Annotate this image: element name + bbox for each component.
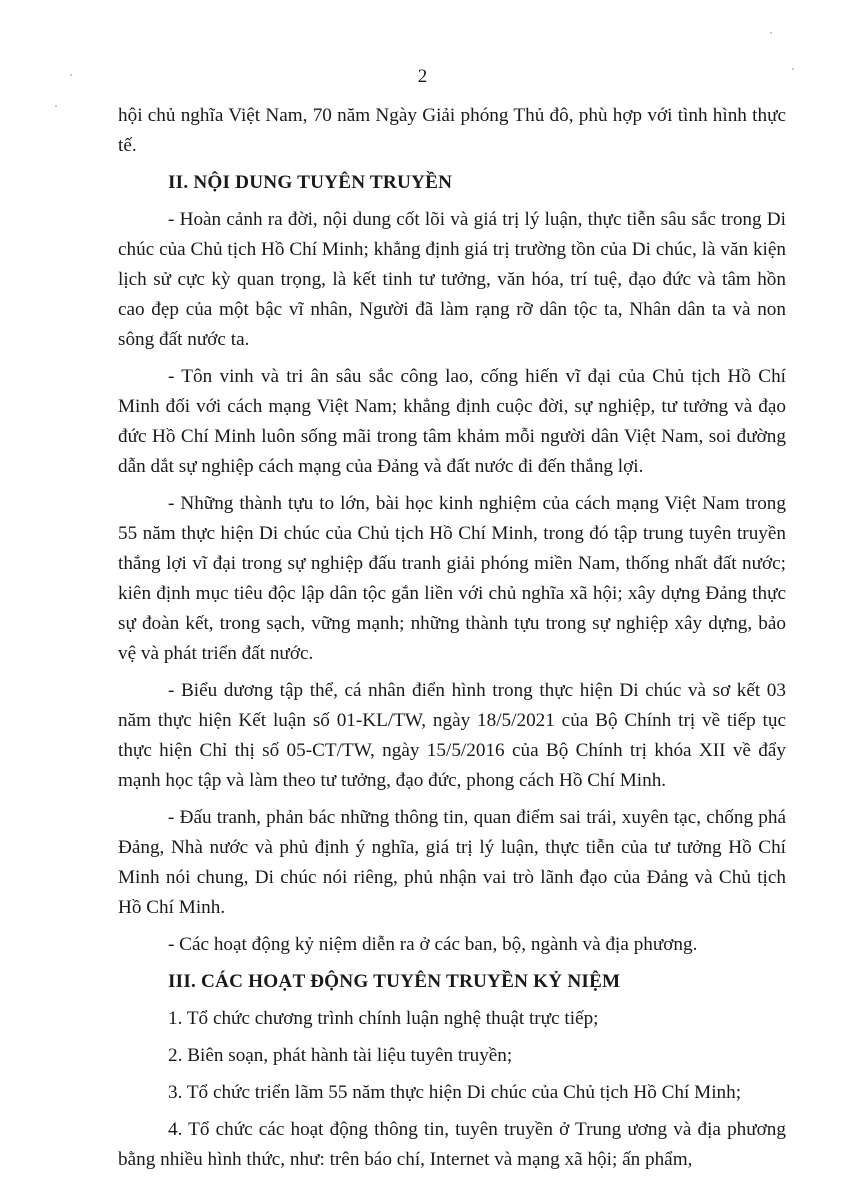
section-heading-2: II. NỘI DUNG TUYÊN TRUYỀN — [168, 172, 453, 193]
scan-speck — [792, 68, 794, 70]
paragraph: - Hoàn cảnh ra đời, nội dung cốt lõi và giá trị lý luận, thực tiễn sâu sắc trong Di chúc của Chủ tịch Hồ Chí Minh; khẳng định giá trị trường tồn của Di chúc, là văn kiện lịch sử cực kỳ quan trọng, là kết tinh tư tưởng, văn hóa, trí tuệ, đạo đức và tâm hồn cao đẹp của một bậc vĩ nhân, Người đã làm rạng rỡ dân tộc ta, Nhân dân ta và non sông đất nước ta. — [118, 209, 786, 350]
list-item: 2. Biên soạn, phát hành tài liệu tuyên truyền; — [168, 1045, 513, 1066]
paragraph: - Biểu dương tập thể, cá nhân điển hình trong thực hiện Di chúc và sơ kết 03 năm thực hiện Kết luận số 01-KL/TW, ngày 18/5/2021 của Bộ Chính trị về tiếp tục thực hiện Chỉ thị số 05-CT/TW, ngày 15/5/2016 của Bộ Chính trị khóa XII về đẩy mạnh học tập và làm theo tư tưởng, đạo đức, phong cách Hồ Chí Minh. — [118, 680, 786, 791]
section-heading-3: III. CÁC HOẠT ĐỘNG TUYÊN TRUYỀN KỶ NIỆM — [168, 971, 621, 992]
paragraph: - Tôn vinh và tri ân sâu sắc công lao, cống hiến vĩ đại của Chủ tịch Hồ Chí Minh đối với cách mạng Việt Nam; khẳng định cuộc đời, sự nghiệp, tư tưởng và đạo đức Hồ Chí Minh luôn sống mãi trong tâm khảm mỗi người dân Việt Nam, soi đường dẫn dắt sự nghiệp cách mạng của Đảng và đất nước đi đến thắng lợi. — [118, 366, 786, 477]
list-item: 1. Tổ chức chương trình chính luận nghệ thuật trực tiếp; — [168, 1008, 599, 1029]
paragraph: - Những thành tựu to lớn, bài học kinh nghiệm của cách mạng Việt Nam trong 55 năm thực hiện Di chúc của Chủ tịch Hồ Chí Minh, trong đó tập trung tuyên truyền thắng lợi vĩ đại trong sự nghiệp đấu tranh giải phóng miền Nam, thống nhất đất nước; kiên định mục tiêu độc lập dân tộc gắn liền với chủ nghĩa xã hội; xây dựng Đảng thực sự đoàn kết, trong sạch, vững mạnh; những thành tựu trong sự nghiệp xây dựng, bảo vệ và phát triển đất nước. — [118, 493, 786, 664]
list-item: 3. Tổ chức triển lãm 55 năm thực hiện Di chúc của Chủ tịch Hồ Chí Minh; — [168, 1082, 742, 1103]
paragraph: - Đấu tranh, phản bác những thông tin, quan điểm sai trái, xuyên tạc, chống phá Đảng, Nhà nước và phủ định ý nghĩa, giá trị lý luận, thực tiễn của tư tưởng Hồ Chí Minh nói chung, Di chúc nói riêng, phủ nhận vai trò lãnh đạo của Đảng và Chủ tịch Hồ Chí Minh. — [118, 807, 786, 918]
scan-speck — [70, 74, 72, 76]
scan-speck — [55, 105, 57, 107]
paragraph-intro: hội chủ nghĩa Việt Nam, 70 năm Ngày Giải phóng Thủ đô, phù hợp với tình hình thực tế. — [118, 105, 786, 156]
page-number: 2 — [417, 66, 428, 87]
document-body — [118, 101, 786, 1182]
list-item: 4. Tổ chức các hoạt động thông tin, tuyên truyền ở Trung ương và địa phương bằng nhiều hình thức, như: trên báo chí, Internet và mạng xã hội; ấn phẩm, — [118, 1119, 786, 1170]
paragraph: - Các hoạt động kỷ niệm diễn ra ở các ban, bộ, ngành và địa phương. — [168, 934, 698, 955]
scan-speck — [770, 32, 772, 34]
